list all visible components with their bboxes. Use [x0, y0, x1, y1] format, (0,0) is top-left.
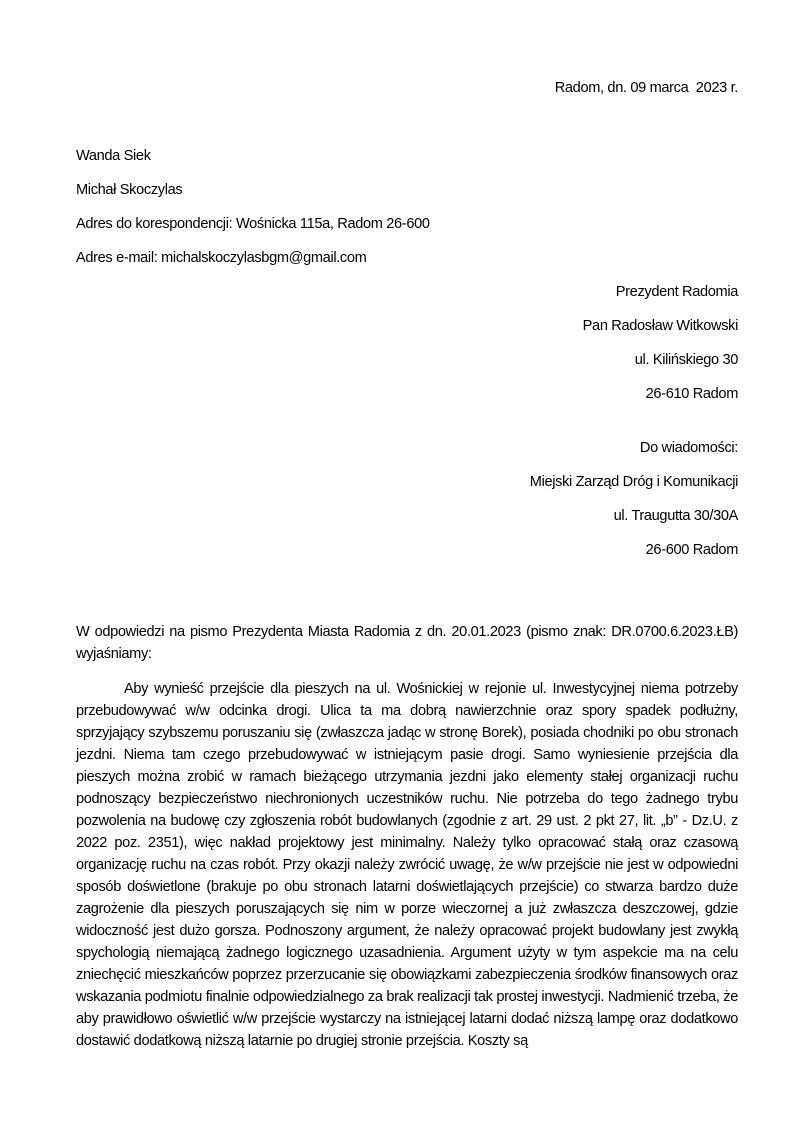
recipient-name: Pan Radosław Witkowski	[582, 318, 738, 334]
main-paragraph: Aby wynieść przejście dla pieszych na ul. Wośnickiej w rejonie ul. Inwestycyjnej niema potrzeby przebudowywać w/w odcinka drogi. Ulica ta ma dobrą nawierzchnie oraz spory spadek podłużny, sprzyjający szybszemu poruszaniu się (zwłaszcza jadąc w stronę Borek), posiada chodniki po obu stronach jezdni. Niema tam czego przebudowywać w istniejącym pasie drogi. Samo wyniesienie przejścia dla pieszych można zrobić w ramach bieżącego utrzymania jezdni jako elementy stałej organizacji ruchu podnoszący bezpieczeństwo niechronionych uczestników ruchu. Nie potrzeba do tego żadnego trybu pozwolenia na budowę czy zgłoszenia robót budowlanych (zgodnie z art. 29 ust. 2 pkt 27, lit. „b” - Dz.U. z 2022 poz. 2351), więc nakład projektowy jest minimalny. Należy tylko opracować stałą oraz czasową organizację ruchu na czas robót. Przy okazji należy zwrócić uwagę, że w/w przejście nie jest w odpowiedni sposób doświetlone (brakuje po obu stronach latarni doświetlających przejście) co stwarza bardzo duże zagrożenie dla pieszych poruszających się nim w porze wieczornej a już zwłaszcza deszczowej, gdzie widoczność jest dużo gorsza. Podnoszony argument, że należy opracować projekt budowlany jest zwykłą spychologią niemającą żadnego logicznego uzasadnienia. Argument użyty w tym aspekcie ma na celu zniechęcić mieszkańców poprzez przerzucanie się obowiązkami zabezpieczenia środków finansowych oraz wskazania podmiotu finalnie odpowiedzialnego za brak realizacji tak prostej inwestycji. Nadmienić trzeba, że aby prawidłowo oświetlić w/w przejście wystarczy na istniejącej latarni dodać niższą lampę oraz dodatkowo dostawić dodatkową niższą latarnie po drugiej stronie przejścia. Koszty są	[76, 681, 738, 1049]
intro-paragraph: W odpowiedzi na pismo Prezydenta Miasta Radomia z dn. 20.01.2023 (pismo znak: DR.0700.6.2023.ŁB) wyjaśniamy:	[76, 624, 738, 662]
sender-postal-address: Adres do korespondencji: Wośnicka 115a, Radom 26-600	[76, 216, 430, 232]
cc-block	[76, 438, 738, 560]
sender-name-1: Wanda Siek	[76, 148, 151, 164]
sender-block	[76, 146, 738, 268]
date-line: Radom, dn. 09 marca 2023 r.	[554, 80, 738, 96]
cc-organization: Miejski Zarząd Dróg i Komunikacji	[529, 474, 738, 490]
sender-name-2: Michał Skoczylas	[76, 182, 183, 198]
letter-body	[76, 621, 738, 1052]
cc-heading: Do wiadomości:	[639, 440, 738, 456]
recipient-block	[76, 282, 738, 404]
recipient-street: ul. Kilińskiego 30	[634, 352, 738, 368]
cc-city: 26-600 Radom	[645, 542, 738, 558]
sender-email-address: Adres e-mail: michalskoczylasbgm@gmail.com	[76, 250, 367, 266]
cc-street: ul. Traugutta 30/30A	[613, 508, 738, 524]
recipient-title: Prezydent Radomia	[615, 284, 738, 300]
recipient-city: 26-610 Radom	[645, 386, 738, 402]
